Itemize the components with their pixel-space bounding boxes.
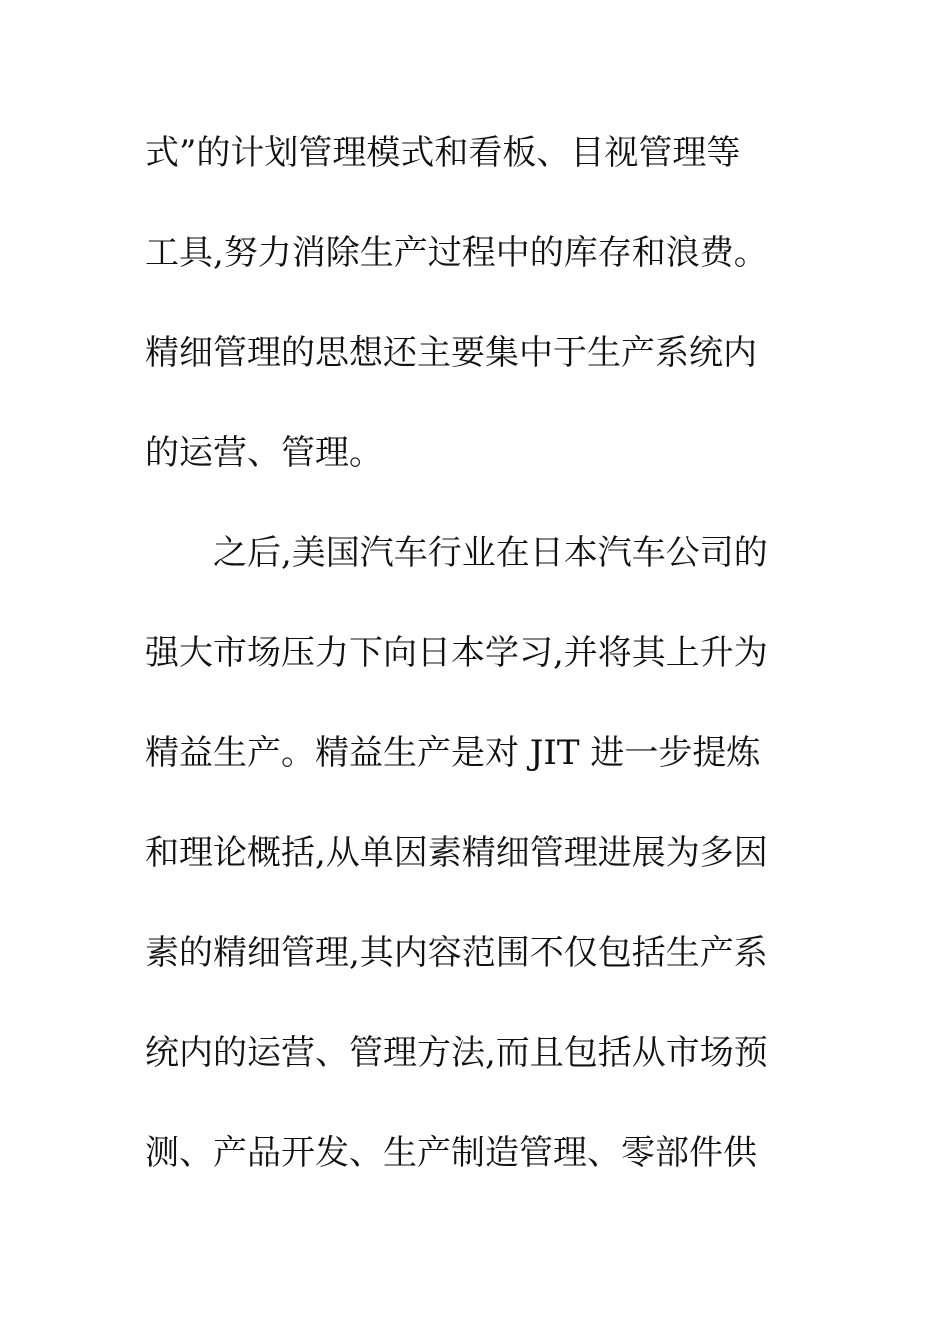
paragraph-first-line: 之后,美国汽车行业在日本汽车公司的	[145, 533, 768, 573]
text-line: 测、产品开发、生产制造管理、零部件供	[145, 1133, 757, 1173]
text-line: 的运营、管理。	[145, 433, 383, 473]
text-line: 统内的运营、管理方法,而且包括从市场预	[145, 1033, 768, 1073]
text-line: 工具,努力消除生产过程中的库存和浪费。	[145, 233, 768, 273]
text-line: 式”的计划管理模式和看板、目视管理等	[145, 133, 741, 173]
text-line: 素的精细管理,其内容范围不仅包括生产系	[145, 933, 768, 973]
text-line: 精细管理的思想还主要集中于生产系统内	[145, 333, 757, 373]
text-line: 和理论概括,从单因素精细管理进展为多因	[145, 833, 768, 873]
text-line: 精益生产。精益生产是对 JIT 进一步提炼	[145, 733, 761, 773]
text-line: 强大市场压力下向日本学习,并将其上升为	[145, 633, 768, 673]
